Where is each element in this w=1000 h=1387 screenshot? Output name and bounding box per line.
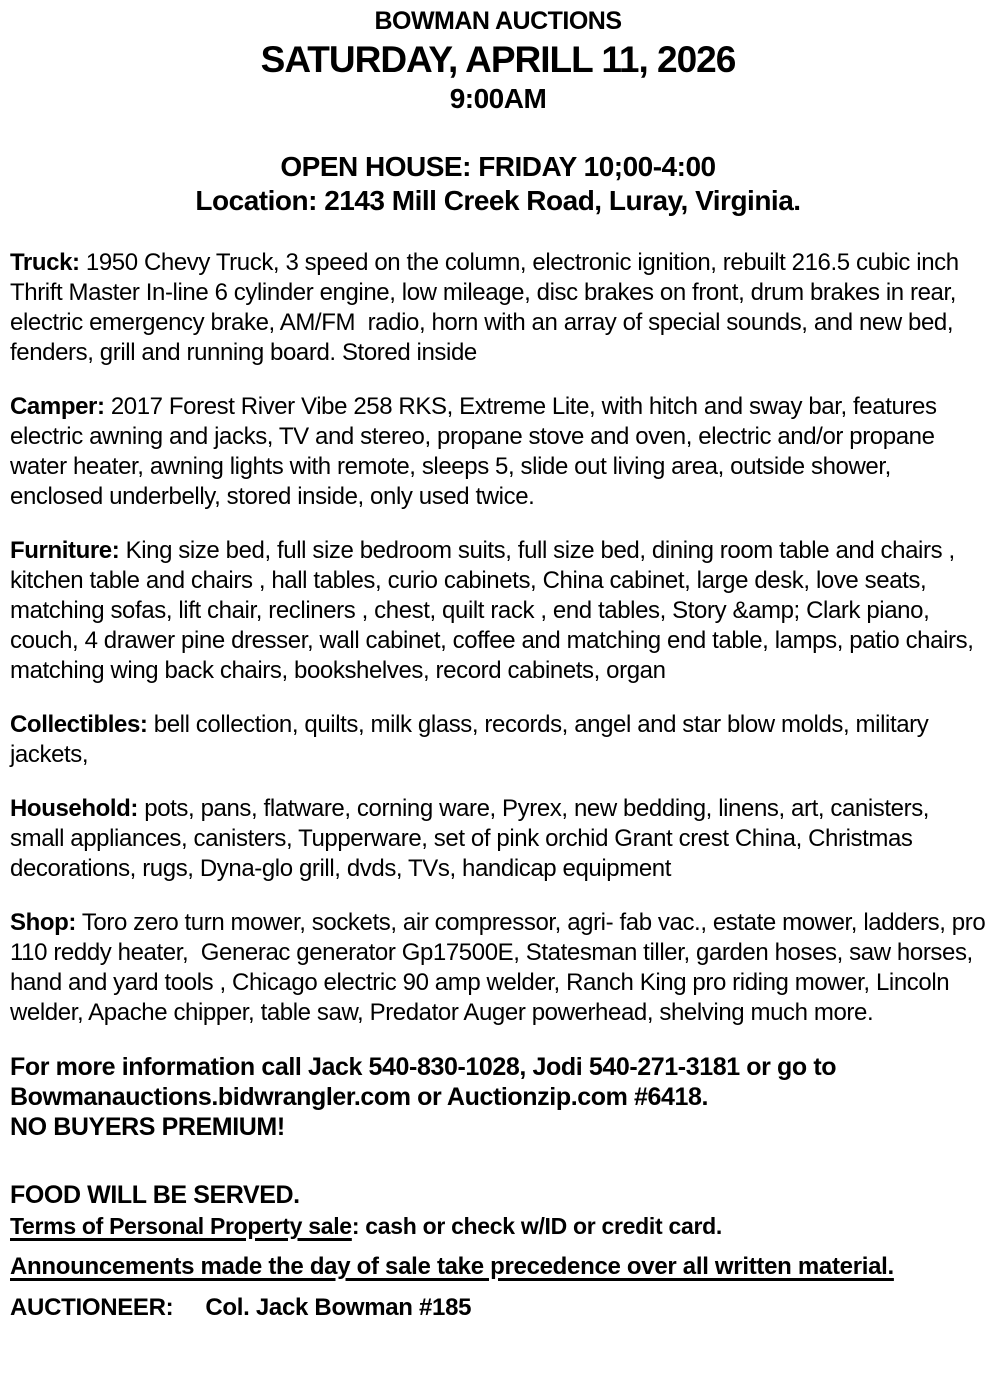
auction-date: SATURDAY, APRILL 11, 2026 xyxy=(260,39,736,80)
section-furniture-text: King size bed, full size bedroom suits, full size bed, dining room table and chairs , kitchen table and chairs , hall tables, curio cabinets, China cabinet, large desk, love seats, matching sofas, lift chair, recliners , chest, quilt rack , end tables, Story &amp; Clark piano, couch, 4 drawer pine dresser, wall cabinet, coffee and matching end table, lamps, patio chairs, matching wing back chairs, bookshelves, record cabinets, organ xyxy=(10,537,980,684)
section-household-label: Household: xyxy=(10,795,138,822)
flyer-footer xyxy=(10,1052,986,1323)
section-collectibles xyxy=(10,710,986,770)
section-shop xyxy=(10,908,992,1028)
section-truck xyxy=(10,248,986,368)
open-house-line: OPEN HOUSE: FRIDAY 10;00-4:00 xyxy=(280,151,716,182)
section-furniture xyxy=(10,536,986,686)
section-household xyxy=(10,794,986,884)
section-shop-label: Shop: xyxy=(10,909,76,936)
auction-company-title: BOWMAN AUCTIONS xyxy=(374,7,622,35)
auctioneer-label: AUCTIONEER: xyxy=(10,1294,174,1321)
section-household-text: pots, pans, flatware, corning ware, Pyrex, new bedding, linens, art, canisters, small appliances, canisters, Tupperware, set of pink orchid Grant crest China, Christmas decorations, rugs, Dyna-glo grill, dvds, TVs, handicap equipment xyxy=(10,795,936,882)
terms-line xyxy=(10,1210,986,1243)
announcement-line: Announcements made the day of sale take precedence over all written material. xyxy=(10,1253,894,1280)
section-collectibles-label: Collectibles: xyxy=(10,711,148,738)
section-collectibles-text: bell collection, quilts, milk glass, records, angel and star blow molds, military jackets, xyxy=(10,711,935,768)
flyer-subheader xyxy=(10,150,986,218)
announcement-wrapper xyxy=(10,1243,986,1282)
section-camper-label: Camper: xyxy=(10,393,105,420)
section-truck-label: Truck: xyxy=(10,249,80,276)
terms-label: Terms of Personal Property sale xyxy=(10,1213,352,1239)
flyer-header xyxy=(10,6,986,115)
auctioneer-name: Col. Jack Bowman #185 xyxy=(205,1294,472,1321)
auctioneer-line xyxy=(10,1293,986,1323)
flyer-body xyxy=(10,248,992,1323)
terms-text: : cash or check w/ID or credit card. xyxy=(351,1213,722,1239)
location-line: Location: 2143 Mill Creek Road, Luray, Virginia. xyxy=(195,185,801,216)
auction-start-time: 9:00AM xyxy=(449,83,547,114)
section-camper xyxy=(10,392,986,512)
section-furniture-label: Furniture: xyxy=(10,537,120,564)
section-camper-text: 2017 Forest River Vibe 258 RKS, Extreme Lite, with hitch and sway bar, features electric awning and jacks, TV and stereo, propane stove and oven, electric and/or propane water heater, awning lights with remote, sleeps 5, slide out living area, outside shower, enclosed underbelly, stored inside, only used twice. xyxy=(10,393,943,510)
section-shop-text: Toro zero turn mower, sockets, air compressor, agri- fab vac., estate mower, ladders, pro 110 reddy heater, Generac generator Gp17500E, Statesman tiller, garden hoses, saw horses, hand and yard tools , Chicago electric 90 amp welder, Ranch King pro riding mower, Lincoln welder, Apache chipper, table saw, Predator Auger powerhead, shelving much more. xyxy=(10,909,992,1026)
section-truck-text: 1950 Chevy Truck, 3 speed on the column, electronic ignition, rebuilt 216.5 cubic inch Thrift Master In-line 6 cylinder engine, low mileage, disc brakes on front, drum brakes in rear, electric emergency brake, AM/FM radio, horn with an array of special sounds, and new bed, fenders, grill and running board. Stored inside xyxy=(10,249,965,366)
contact-info-line: For more information call Jack 540-830-1028, Jodi 540-271-3181 or go to Bowmanauctions.bidwrangler.com or Auctionzip.com #6418. xyxy=(10,1053,843,1111)
no-buyers-premium-line: NO BUYERS PREMIUM! xyxy=(10,1113,285,1141)
food-served-line: FOOD WILL BE SERVED. xyxy=(10,1181,300,1209)
